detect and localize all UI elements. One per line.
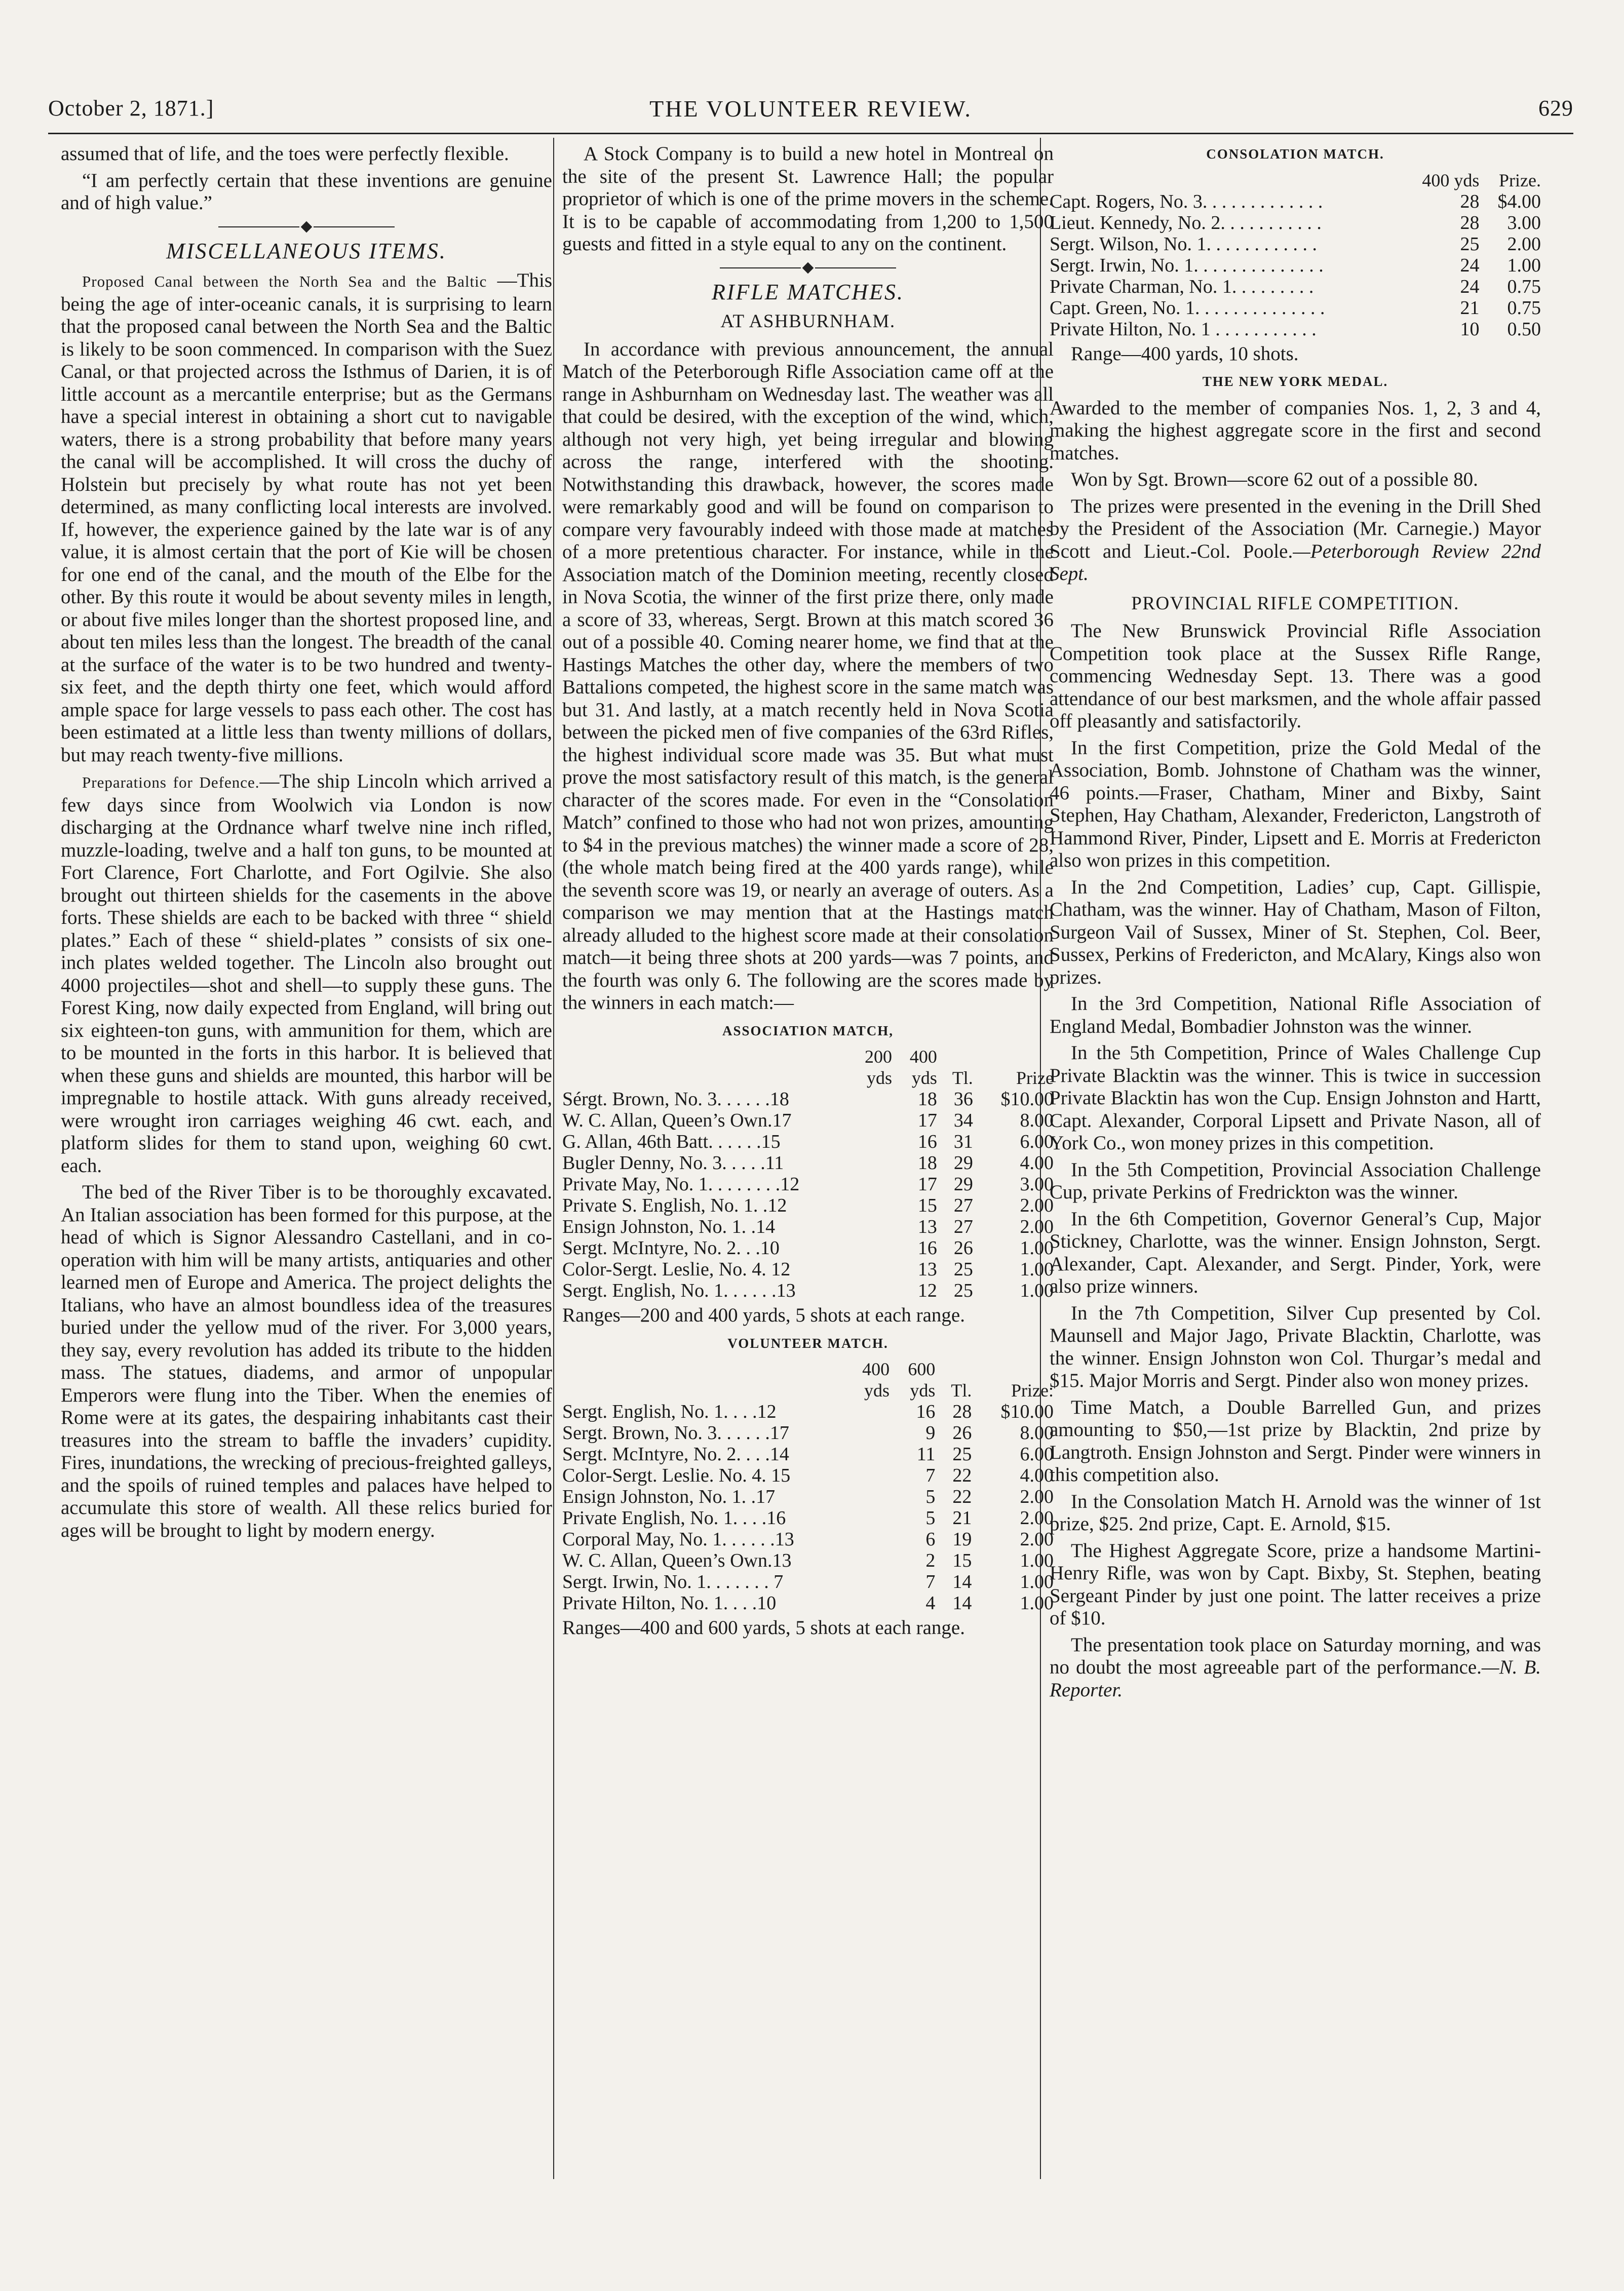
- score-cell: $10.00: [1000, 1089, 1054, 1110]
- score-cell: 0.75: [1507, 297, 1541, 319]
- score-cell: 17: [917, 1174, 937, 1195]
- competitor-name: Corporal May, No. 1. . . . . .13: [562, 1529, 794, 1550]
- competitor-name: Private S. English, No. 1. .12: [562, 1195, 787, 1216]
- association-ranges: Ranges—200 and 400 yards, 5 shots at each range.: [562, 1304, 965, 1326]
- score-cell: 27: [953, 1216, 973, 1237]
- score-cell: 0.50: [1507, 318, 1541, 340]
- score-cell: 1.00: [1020, 1237, 1054, 1259]
- competitor-name: Private Hilton, No. 1 . . . . . . . . . . .: [1050, 318, 1317, 340]
- score-cell: 1.00: [1020, 1550, 1054, 1571]
- score-cell: 4.00: [1020, 1465, 1054, 1486]
- volunteer-match-title: VOLUNTEER MATCH.: [727, 1335, 888, 1351]
- tiber-article: The bed of the River Tiber is to be thoroughly excavated. An Italian association has been formed for this purpose, at the head of which is Signor Alessandro Castellani, and in co-operation with him will be many artists, antiquaries and other learned men of Europe and America. The project delights the Italians, who have an almost boundless idea of the treasures buried under the yellow mud of the river. For 3,000 years, they say, every revolution has added its tribute to the hidden mass. The statues, diadems, and armor of unpopular Emperors were flung into the Tiber. When the enemies of Rome were at its gates, the despairing inhabitants cast their treasures into the stream to baffle the invaders’ cupidity. Fires, inundations, the wrecking of precious-freighted galleys, and the spoils of ruined temples and palaces have helped to accumulate this store of wealth. All these relics buried for ages will be brought to light by modern energy.: [61, 1181, 552, 1541]
- provincial-paragraph: In the 5th Competition, Provincial Association Challenge Cup, private Perkins of Fredrickton was the winner.: [1050, 1158, 1541, 1203]
- score-cell: 25: [953, 1259, 973, 1280]
- competitor-name: Lieut. Kennedy, No. 2. . . . . . . . . . .: [1050, 212, 1322, 234]
- competitor-name: Sergt. Wilson, No. 1. . . . . . . . . . . .: [1050, 233, 1318, 255]
- provincial-paragraph: In the 6th Competition, Governor General’s Cup, Major Stickney, Charlotte, was the winner. Ensign Johnston, Sergt. Alexander, Capt. Alexander, and Sergt. Pinder, York, were also prize winners.: [1050, 1208, 1541, 1297]
- score-cell: 4: [925, 1593, 936, 1614]
- competitor-name: W. C. Allan, Queen’s Own.17: [562, 1110, 792, 1131]
- table-row: [562, 1550, 1054, 1571]
- ny-medal-text: Awarded to the member of companies Nos. 1, 2, 3 and 4, making the highest aggregate score in the first and second matches.: [1050, 397, 1541, 464]
- defence-article: [61, 770, 552, 1177]
- provincial-paragraph: In the 2nd Competition, Ladies’ cup, Capt. Gillispie, Chatham, was the winner. Hay of Chatham, Mason of Filton, Surgeon Vail of Sussex, Miner of St. Stephen, Col. Beer, Sussex, Perkins of Fredericton, and McAlary, Kings also won prizes.: [1050, 876, 1541, 988]
- provincial-paragraph: In the 5th Competition, Prince of Wales Challenge Cup Private Blacktin was the winner. This is twice in succession Private Blacktin has won the Cup. Ensign Johnston and Hartt, Capt. Alexander, Corporal Lipsett and Private Nason, all of York Co., won money prizes in this competition.: [1050, 1042, 1541, 1154]
- prizes-source: —Peterborough Review 22nd Sept.: [1050, 540, 1541, 585]
- header-rule: [48, 133, 1573, 134]
- score-cell: 13: [917, 1216, 937, 1237]
- table-row: [562, 1507, 1054, 1529]
- score-cell: 31: [953, 1131, 973, 1152]
- competitor-name: G. Allan, 46th Batt. . . . . .15: [562, 1131, 781, 1152]
- competitor-name: Sérgt. Brown, No. 3. . . . . .18: [562, 1089, 789, 1110]
- score-cell: 29: [953, 1152, 973, 1174]
- provincial-paragraph: Time Match, a Double Barrelled Gun, and prizes amounting to $50,—1st prize by Blacktin, 2nd prize by Langtroth. Ensign Johnston and Sergt. Pinder were winners in this competition also.: [1050, 1396, 1541, 1486]
- column-header: yds: [910, 1380, 936, 1401]
- score-cell: 29: [953, 1174, 973, 1195]
- score-cell: 4.00: [1020, 1152, 1054, 1174]
- prizes-text: The prizes were presented in the evening in the Drill Shed by the President of the Association (Mr. Carnegie.) Mayor Scott and Lieut.-Col. Poole.: [1050, 495, 1541, 562]
- score-cell: 12: [917, 1280, 937, 1301]
- competitor-name: Sergt. Irwin, No. 1. . . . . . . 7: [562, 1571, 784, 1593]
- column-header: Prize: [1016, 1068, 1054, 1088]
- score-cell: 24: [1460, 276, 1480, 297]
- score-cell: 24: [1460, 254, 1480, 276]
- score-cell: 28: [1460, 212, 1480, 234]
- score-cell: 3.00: [1507, 212, 1541, 234]
- table-row: [562, 1195, 1054, 1216]
- score-cell: 16: [917, 1237, 937, 1259]
- competitor-name: Color-Sergt. Leslie, No. 4. 12: [562, 1259, 791, 1280]
- score-cell: 16: [916, 1401, 936, 1422]
- column-header: Prize:: [1011, 1380, 1054, 1401]
- competitor-name: Private English, No. 1. . . .16: [562, 1507, 786, 1529]
- provincial-title: PROVINCIAL RIFLE COMPETITION.: [1131, 593, 1459, 614]
- score-cell: 17: [917, 1110, 937, 1131]
- table-header-row: [562, 1358, 1054, 1380]
- provincial-paragraph: In the Consolation Match H. Arnold was the winner of 1st prize, $25. 2nd prize, Capt. E. Arnold, $15.: [1050, 1490, 1541, 1535]
- score-cell: 2.00: [1020, 1195, 1054, 1216]
- competitor-name: Sergt. Brown, No. 3. . . . . .17: [562, 1422, 789, 1444]
- score-cell: 11: [916, 1444, 936, 1465]
- score-cell: 1.00: [1020, 1571, 1054, 1593]
- table-row: [1050, 234, 1541, 255]
- column-header: Prize.: [1499, 170, 1541, 190]
- intro-quote: “I am perfectly certain that these inventions are genuine and of high value.”: [61, 169, 552, 214]
- score-cell: 14: [952, 1571, 972, 1593]
- score-cell: 6.00: [1020, 1444, 1054, 1465]
- score-cell: 21: [1460, 297, 1480, 319]
- score-cell: 27: [953, 1195, 973, 1216]
- table-header-row: [562, 1046, 1054, 1067]
- score-cell: 0.75: [1507, 276, 1541, 297]
- table-header-row: [562, 1380, 1054, 1401]
- table-row: [562, 1593, 1054, 1614]
- table-row: [1050, 276, 1541, 297]
- score-cell: 2.00: [1507, 233, 1541, 255]
- table-header-row: [562, 1067, 1054, 1089]
- score-cell: 18: [917, 1152, 937, 1174]
- table-row: [562, 1174, 1054, 1195]
- score-cell: 2.00: [1020, 1486, 1054, 1507]
- score-cell: 34: [953, 1110, 973, 1131]
- score-cell: 10: [1460, 318, 1480, 340]
- defence-text: —The ship Lincoln which arrived a few days since from Woolwich via London is now discharging at the Ordnance wharf twelve nine inch rifled, muzzle-loading, twelve and a half ton guns, to be mounted at Fort Clarence, Fort Charlotte, and Fort Ogilvie. She also brought out thirteen shields for the casements in the above forts. These shields are each to be backed with three “ shield plates.” Each of these “ shield-plates ” consists of six one-inch plates welded together. The Lincoln also brought out 4000 projectiles—shot and shell—to supply these guns. The Forest King, now daily expected from England, will bring out six eighteen-ton guns, with ammunition for them, which are to be mounted in the forts in this harbor. It is believed that when these guns and shields are mounted, this harbor will be impregnable to hostile attack. With guns already received, were wrought iron carriages weighing 46 cwt. each, and platform slides for them to stand upon, weighing 60 cwt. each.: [61, 770, 552, 1177]
- table-row: [562, 1131, 1054, 1152]
- score-cell: 1.00: [1020, 1280, 1054, 1301]
- table-row: [562, 1486, 1054, 1507]
- competitor-name: Ensign Johnston, No. 1. .14: [562, 1216, 776, 1237]
- score-cell: 15: [917, 1195, 937, 1216]
- score-cell: 22: [952, 1486, 972, 1507]
- score-cell: 18: [917, 1089, 937, 1110]
- closing-text: The presentation took place on Saturday morning, and was no doubt the most agreeable part of the performance.: [1050, 1634, 1541, 1678]
- column-header: 400 yds: [1422, 170, 1480, 190]
- provincial-paragraph: In the first Competition, prize the Gold Medal of the Association, Bomb. Johnstone of Chatham was the winner, 46 points.—Fraser, Chatham, Miner and Bixby, Saint Stephen, Hay Chatham, Alexander, Fredericton, Langstroth of Hammond River, Pinder, Lipsett and E. Morris at Fredericton also won prizes in this competition.: [1050, 736, 1541, 871]
- score-cell: 7: [925, 1571, 936, 1593]
- association-match-table: [562, 1046, 1054, 1301]
- table-row: [562, 1422, 1054, 1444]
- table-row: [1050, 297, 1541, 319]
- score-cell: 21: [952, 1507, 972, 1529]
- ornament-divider: [562, 262, 1054, 273]
- score-cell: 13: [917, 1259, 937, 1280]
- hotel-article: A Stock Company is to build a new hotel in Montreal on the site of the present St. Lawrence Hall; the popular proprietor of which is one of the prime movers in the scheme. It is to be capable of accommodating from 1,200 to 1,500 guests and fitted in a style equal to any on the continent.: [562, 143, 1054, 255]
- competitor-name: Private May, No. 1. . . . . . . .12: [562, 1174, 800, 1195]
- ornament-divider: [61, 221, 552, 232]
- table-row: [1050, 255, 1541, 276]
- score-cell: 16: [917, 1131, 937, 1152]
- consolation-range: Range—400 yards, 10 shots.: [1071, 342, 1299, 365]
- table-row: [562, 1110, 1054, 1131]
- score-cell: 2: [925, 1550, 936, 1571]
- rifle-matches-title: RIFLE MATCHES.: [711, 279, 905, 304]
- prizes-paragraph: [1050, 495, 1541, 586]
- canal-article: [61, 269, 552, 766]
- provincial-paragraph: In the 7th Competition, Silver Cup presented by Col. Maunsell and Major Jago, Private Blacktin, Charlotte, was the winner. Ensign Johnston won Col. Thurgar’s medal and $15. Major Morris and Sergt. Pinder also won money prizes.: [1050, 1302, 1541, 1391]
- canal-heading: Proposed Canal between the North Sea and the Baltic: [82, 273, 487, 290]
- competitor-name: Capt. Rogers, No. 3. . . . . . . . . . . . .: [1050, 190, 1323, 212]
- score-cell: 26: [952, 1422, 972, 1444]
- score-cell: 6: [925, 1529, 936, 1550]
- table-row: [562, 1529, 1054, 1550]
- publication-title: THE VOLUNTEER REVIEW.: [649, 96, 972, 122]
- score-cell: 6.00: [1020, 1131, 1054, 1152]
- ashburnham-title: AT ASHBURNHAM.: [720, 311, 896, 332]
- table-row: [1050, 191, 1541, 212]
- score-cell: 1.00: [1020, 1259, 1054, 1280]
- competitor-name: Sergt. English, No. 1. . . .12: [562, 1401, 777, 1422]
- score-cell: 9: [925, 1422, 936, 1444]
- page-number: 629: [1538, 96, 1573, 121]
- volunteer-ranges: Ranges—400 and 600 yards, 5 shots at each range.: [562, 1617, 965, 1639]
- competitor-name: W. C. Allan, Queen’s Own.13: [562, 1550, 792, 1571]
- table-row: [562, 1237, 1054, 1259]
- consolation-match-title: CONSOLATION MATCH.: [1206, 146, 1384, 162]
- column-header: 200: [864, 1046, 892, 1067]
- score-cell: 2.00: [1020, 1529, 1054, 1550]
- competitor-name: Private Charman, No. 1. . . . . . . . .: [1050, 276, 1314, 297]
- column-3: [1050, 143, 1541, 1705]
- score-cell: 1.00: [1020, 1593, 1054, 1614]
- competitor-name: Sergt. McIntyre, No. 2. . . .14: [562, 1444, 789, 1465]
- score-cell: 7: [925, 1465, 936, 1486]
- score-cell: 28: [952, 1401, 972, 1422]
- provincial-paragraph: The New Brunswick Provincial Rifle Association Competition took place at the Sussex Rifle Range, commencing Wednesday Sept. 13. There was a good attendance of our best marksmen, and the whole affair passed off pleasantly and satisfactorily.: [1050, 620, 1541, 732]
- score-cell: 36: [953, 1089, 973, 1110]
- table-row: [562, 1401, 1054, 1422]
- competitor-name: Ensign Johnston, No. 1. .17: [562, 1486, 776, 1507]
- column-header: yds: [864, 1380, 890, 1401]
- competitor-name: Bugler Denny, No. 3. . . . .11: [562, 1152, 784, 1174]
- score-cell: 8.00: [1020, 1422, 1054, 1444]
- table-row: [562, 1444, 1054, 1465]
- competitor-name: Sergt. McIntyre, No. 2. . .10: [562, 1237, 780, 1259]
- score-cell: 26: [953, 1237, 973, 1259]
- score-cell: 25: [953, 1280, 973, 1301]
- score-cell: 2.00: [1020, 1507, 1054, 1529]
- table-row: [562, 1089, 1054, 1110]
- won-by: Won by Sgt. Brown—score 62 out of a possible 80.: [1071, 469, 1478, 490]
- table-row: [1050, 212, 1541, 234]
- column-header: Tl.: [952, 1068, 973, 1088]
- intro-paragraph: assumed that of life, and the toes were perfectly flexible.: [61, 143, 509, 165]
- score-cell: 5: [925, 1507, 936, 1529]
- score-cell: 8.00: [1020, 1110, 1054, 1131]
- ny-medal-title: THE NEW YORK MEDAL.: [1202, 374, 1388, 389]
- column-2: [562, 143, 1054, 1644]
- score-cell: $10.00: [1000, 1401, 1054, 1422]
- misc-items-title: MISCELLANEOUS ITEMS.: [166, 238, 447, 263]
- score-cell: 1.00: [1507, 254, 1541, 276]
- page-header: [48, 91, 1573, 132]
- column-header: 400: [909, 1046, 937, 1067]
- provincial-paragraph: The Highest Aggregate Score, prize a handsome Martini-Henry Rifle, was won by Capt. Bixby, St. Stephen, beating Sergeant Pinder by just one point. The latter receives a prize of $10.: [1050, 1539, 1541, 1629]
- provincial-paragraph: In the 3rd Competition, National Rifle Association of England Medal, Bombadier Johnston was the winner.: [1050, 993, 1541, 1037]
- competitor-name: Capt. Green, No. 1. . . . . . . . . . . . . .: [1050, 297, 1325, 319]
- competitor-name: Color-Sergt. Leslie. No. 4. 15: [562, 1465, 791, 1486]
- ashburnham-article: In accordance with previous announcement, the annual Match of the Peterborough Rifle Association came off at the range in Ashburnham on Wednesday last. The weather was all that could be desired, with the exception of the wind, which, although not very high, yet being irregular and blowing across the range, interfered with the shooting. Notwithstanding this drawback, however, the scores made were remarkably good and will be found on comparison to compare very favourably indeed with those made at matches of a more pretentious character. For instance, while in the Association match of the Dominion meeting, recently closed in Nova Scotia, the winner of the first prize there, only made a score of 33, whereas, Sergt. Brown at this match scored 36 out of a possible 40. Coming nearer home, we find that at the Hastings Matches the other day, where the members of two Battalions competed, the highest score in the same match was but 31. And lastly, at a match recently held in Nova Scotia between the picked men of five companies of the 63rd Rifles, the highest individual score made was 35. But what must prove the most satisfactory result of this match, is the general character of the scores made. For even in the “Consolation Match” confined to those who had not won prizes, amounting to $4 in the previous matches) the winner made a score of 28, (the whole match being fired at the 400 yards range), while the seventh score was 19, or nearly an average of outers. As a comparison we may mention that at the Hastings match already alluded to the highest score made at their consolation match—it being three shots at 200 yards—was 7 points, and the fourth was only 6. The following are the scores made by the winners in each match:—: [562, 338, 1054, 1014]
- score-cell: 19: [952, 1529, 972, 1550]
- score-cell: 3.00: [1020, 1174, 1054, 1195]
- competitor-name: Private Hilton, No. 1. . . .10: [562, 1593, 777, 1614]
- column-header: Tl.: [951, 1380, 972, 1401]
- table-row: [1050, 319, 1541, 340]
- table-row: [562, 1280, 1054, 1301]
- consolation-match-table: [1050, 170, 1541, 340]
- table-row: [562, 1216, 1054, 1237]
- closing-source: —N. B. Reporter.: [1050, 1656, 1541, 1701]
- defence-heading: Preparations for Defence.: [82, 773, 260, 791]
- competitor-name: Sergt. English, No. 1. . . . . .13: [562, 1280, 796, 1301]
- score-cell: 25: [1460, 233, 1480, 255]
- issue-date: October 2, 1871.]: [48, 96, 214, 121]
- column-divider-1: [553, 138, 554, 2179]
- column-header: 600: [908, 1359, 936, 1379]
- provincial-closing: [1050, 1634, 1541, 1702]
- table-row: [562, 1465, 1054, 1486]
- column-1: [61, 143, 552, 1546]
- volunteer-match-table: [562, 1358, 1054, 1614]
- canal-text: —This being the age of inter-oceanic canals, it is surprising to learn that the proposed canal between the North Sea and the Baltic is likely to be soon commenced. In comparison with the Suez Canal, or that projected across the Isthmus of Darien, it is of little account as a mercantile enterprise; but as the Germans have a special interest in obtaining a short cut to navigable waters, there is a strong probability that before many years the canal will be accomplished. It will cross the duchy of Holstein but precisely by what route has not yet been determined, as many conflicting local interests are involved. If, however, the experience gained by the late war is of any value, it is almost certain that the port of Kie will be chosen for one end of the canal, and the mouth of the Elbe for the other. By this route it would be about seventy miles in length, or about five miles longer than the shortest proposed line, and about ten miles less than the longest. The breadth of the canal at the surface of the water is to be two hundred and twenty-six feet, and the depth thirty one feet, which would afford ample space for large vessels to pass each other. The cost has been estimated at a little less than twenty millions of dollars, but may reach twenty-five millions.: [61, 269, 553, 766]
- association-match-title: ASSOCIATION MATCH,: [722, 1023, 894, 1038]
- column-header: 400: [862, 1359, 890, 1379]
- column-header: yds: [866, 1068, 892, 1088]
- table-header-row: [1050, 170, 1541, 191]
- column-header: yds: [911, 1068, 937, 1088]
- competitor-name: Sergt. Irwin, No. 1. . . . . . . . . . . . . .: [1050, 254, 1324, 276]
- table-row: [562, 1259, 1054, 1280]
- score-cell: 15: [952, 1550, 972, 1571]
- score-cell: 22: [952, 1465, 972, 1486]
- score-cell: 28: [1460, 190, 1480, 212]
- score-cell: 14: [952, 1593, 972, 1614]
- table-row: [562, 1152, 1054, 1174]
- score-cell: 25: [952, 1444, 972, 1465]
- score-cell: $4.00: [1497, 190, 1541, 212]
- table-row: [562, 1571, 1054, 1593]
- score-cell: 2.00: [1020, 1216, 1054, 1237]
- score-cell: 5: [925, 1486, 936, 1507]
